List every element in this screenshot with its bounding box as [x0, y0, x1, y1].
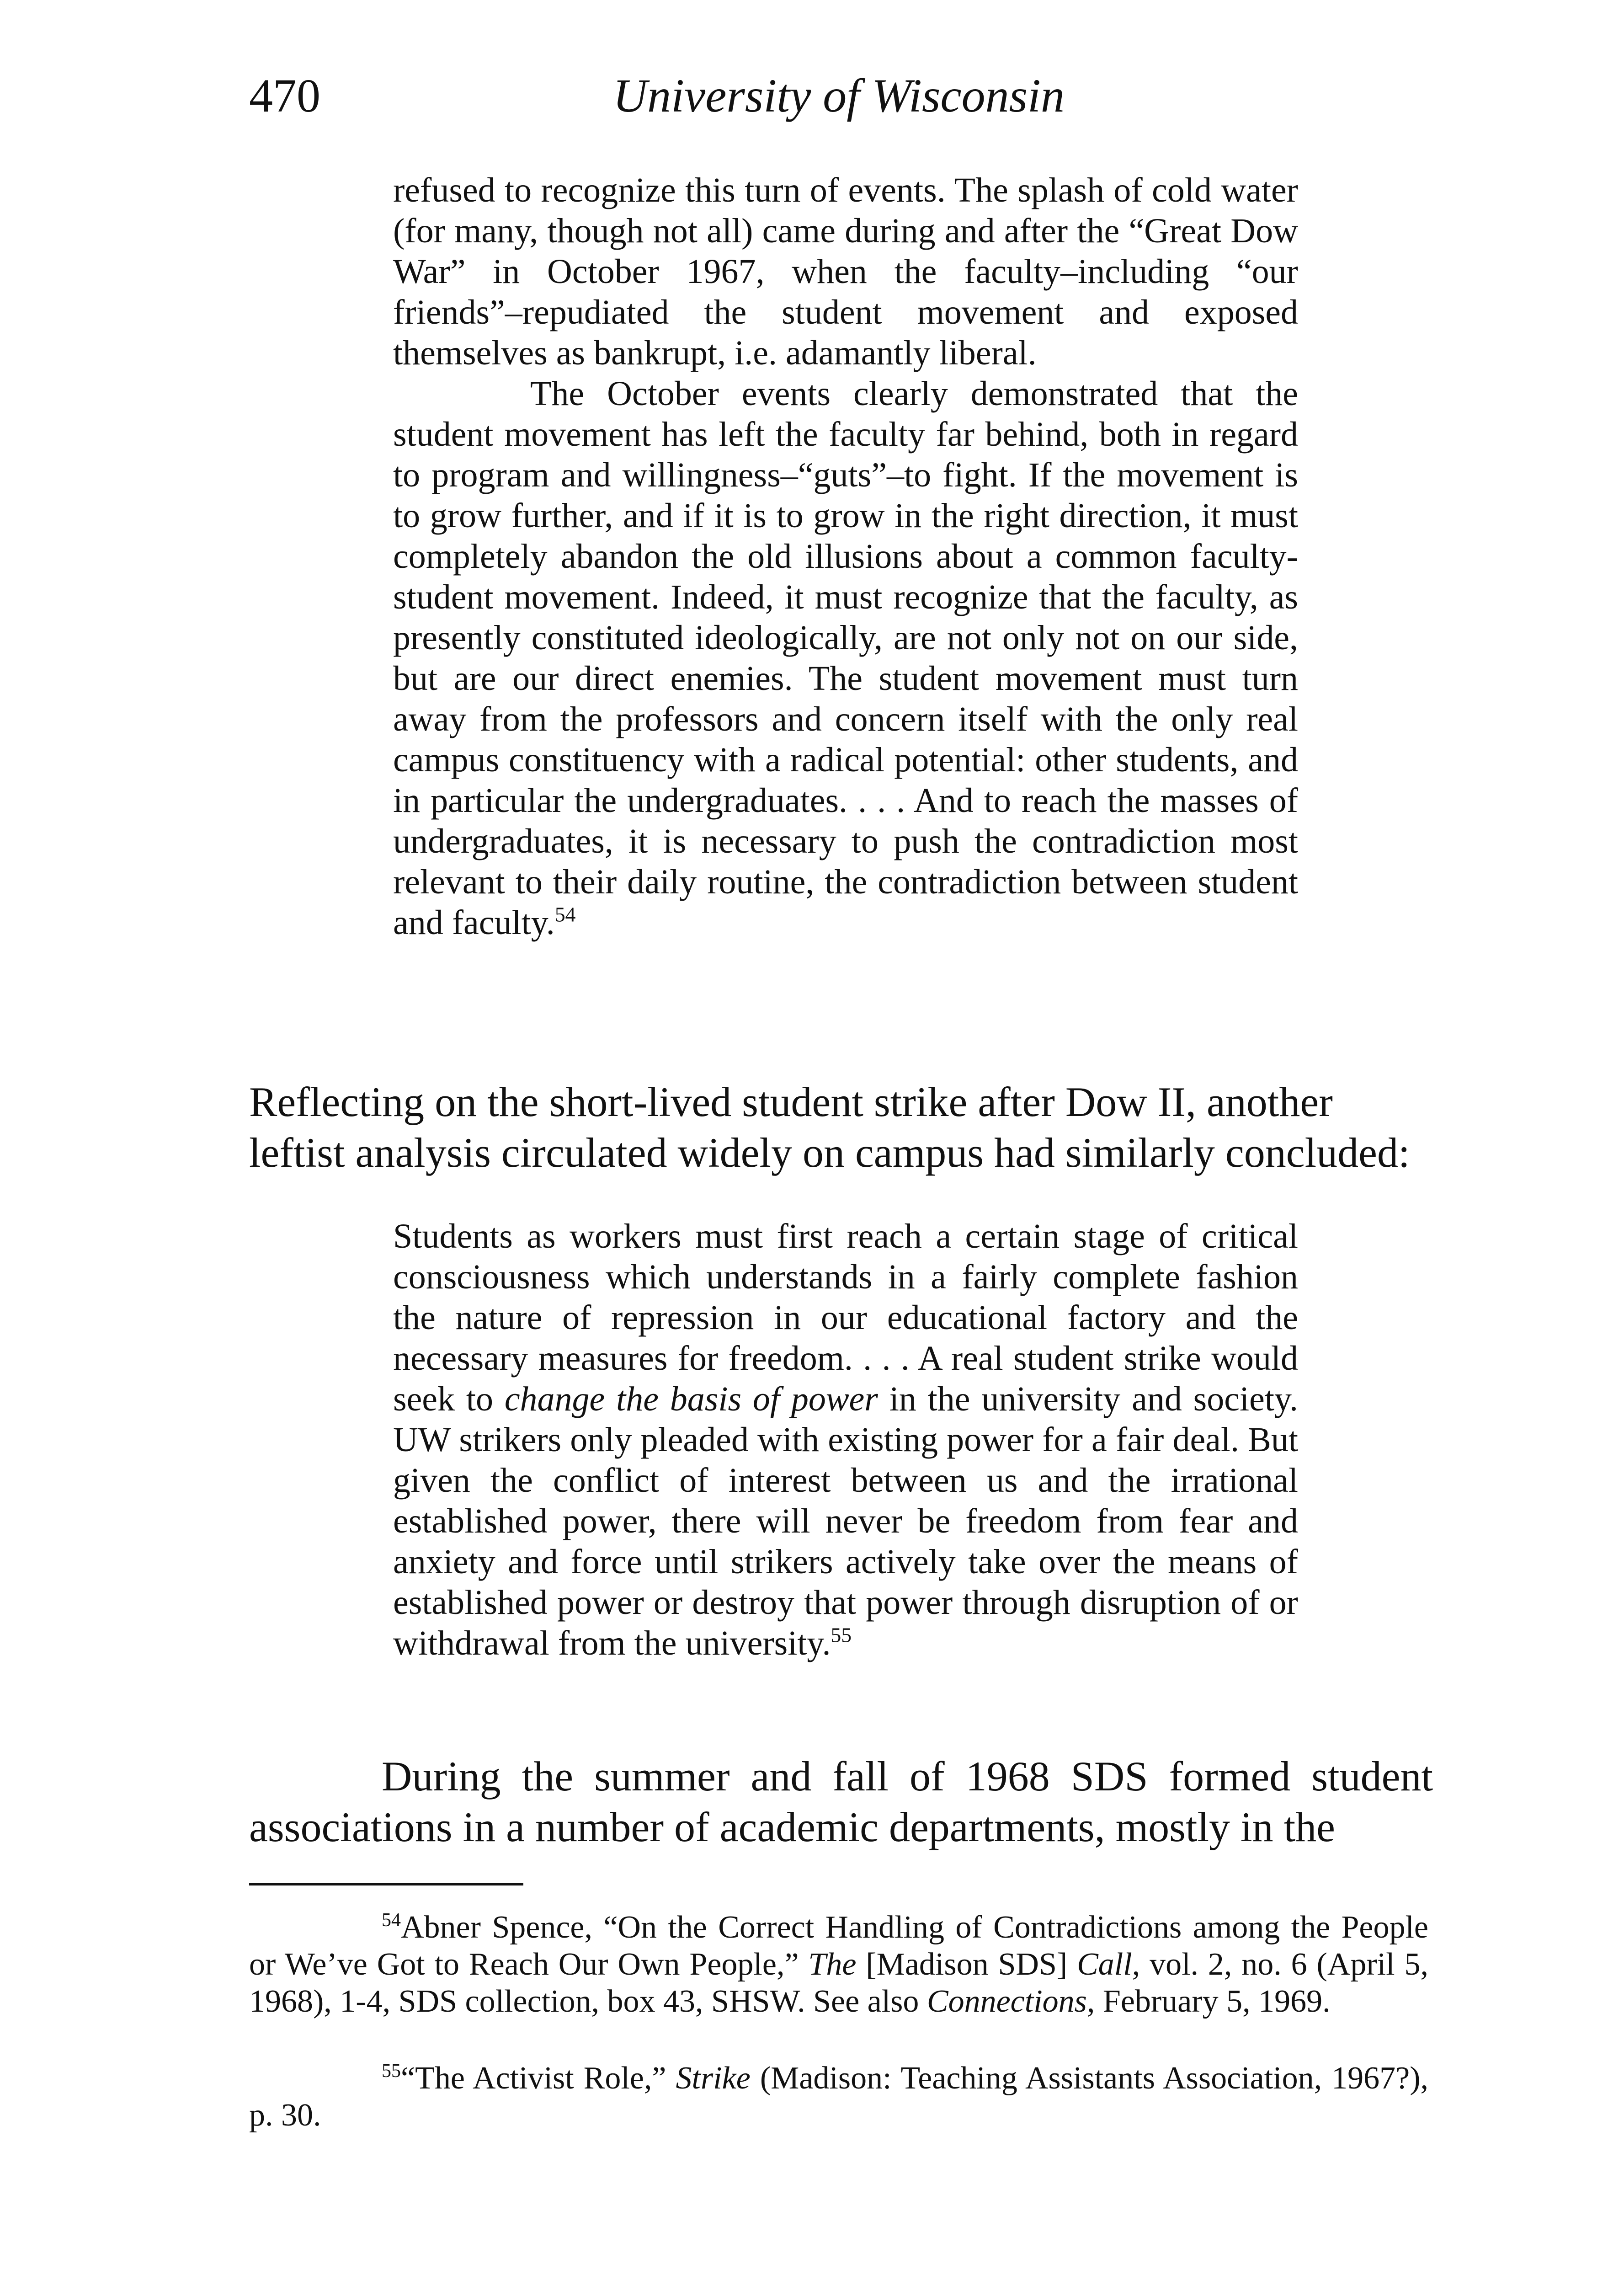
footnote-54-italic-2: Call — [1077, 1947, 1132, 1982]
quote-2-emphasis: change the basis of power — [504, 1380, 878, 1418]
footnote-54-text-a: Abner Spence, “On the Correct Handling of Contradictions among the People or We’ve Got to Reach Our Own People,” — [249, 1910, 1428, 1982]
quote-1-paragraph-2-text: The October events clearly demonstrated that the student movement has left the faculty far behind, both in regard to program and willingness–“guts”–to fight. If the movement is to grow further, and if it is to grow in the right direction, it must completely abandon the old illusions about a common faculty-student movement. Indeed, it must recognize that the faculty, as presently constituted ideologically, are not only not on our side, but are our direct enemies. The student movement must turn away from the professors and concern itself with the only real campus constituency with a radical potential: other students, and in particular the undergraduates. . . . And to reach the masses of undergraduates, it is necessary to push the contradiction most relevant to their daily routine, the contradiction between student and faculty. — [393, 374, 1298, 942]
footnote-ref-54: 54 — [554, 903, 576, 926]
body-paragraph-2: During the summer and fall of 1968 SDS formed student associations in a number of academic departments, mostly in the — [249, 1753, 1433, 1850]
block-quote-1 — [393, 170, 1298, 943]
footnote-54-italic-3: Connections — [926, 1984, 1087, 2019]
footnote-54-text-c: , vol. 2, no. 6 (April 5, 1968), 1-4, SDS collection, box 43, SHSW. See also — [249, 1947, 1428, 2019]
body-paragraph-1: Reflecting on the short-lived student strike after Dow II, another leftist analysis circulated widely on campus had similarly concluded: — [249, 1079, 1410, 1176]
quote-1-paragraph-1: refused to recognize this turn of events. The splash of cold water (for many, though not all) came during and after the “Great Dow War” in October 1967, when the faculty–including “our friends”–repudiated the student movement and exposed themselves as bankrupt, i.e. adamantly liberal. — [393, 171, 1298, 372]
running-title: University of Wisconsin — [613, 69, 1065, 122]
quote-2-text-a: Students as workers must first reach a certain stage of critical consciousness which understands in a fairly complete fashion the nature of repression in our educational factory and the necessary measures for freedom. . . . A real student strike would seek to — [393, 1217, 1298, 1418]
footnote-54-marker: 54 — [382, 1909, 401, 1931]
page-number: 470 — [249, 69, 320, 122]
footnote-54-text-d: , February 5, 1969. — [1086, 1984, 1331, 2019]
block-quote-2 — [393, 1216, 1298, 1664]
quote-1-paragraph-2 — [393, 374, 1298, 943]
footnote-55-marker: 55 — [382, 2060, 401, 2082]
page-header — [249, 69, 1428, 128]
footnote-55-text-a: “The Activist Role,” — [401, 2061, 676, 2096]
footnote-54-text-b: [Madison SDS] — [856, 1947, 1077, 1982]
footnote-rule — [249, 1883, 523, 1885]
quote-2-paragraph — [393, 1216, 1298, 1664]
footnote-55-italic-1: Strike — [676, 2061, 751, 2096]
quote-2-text-b: in the university and society. UW strikers only pleaded with existing power for a fair deal. But given the conflict of interest between us and the irrational established power, there will never be freedom from fear and anxiety and force until strikers actively take over the means of established power or destroy that power through disruption of or withdrawal from the university. — [393, 1380, 1299, 1662]
footnote-55-text-b: (Madison: Teaching Assistants Association, 1967?), p. 30. — [249, 2061, 1428, 2133]
footnote-ref-55: 55 — [831, 1623, 852, 1647]
footnote-54 — [249, 1909, 1428, 2020]
footnote-54-italic-1: The — [808, 1947, 857, 1982]
footnote-55 — [249, 2060, 1428, 2134]
